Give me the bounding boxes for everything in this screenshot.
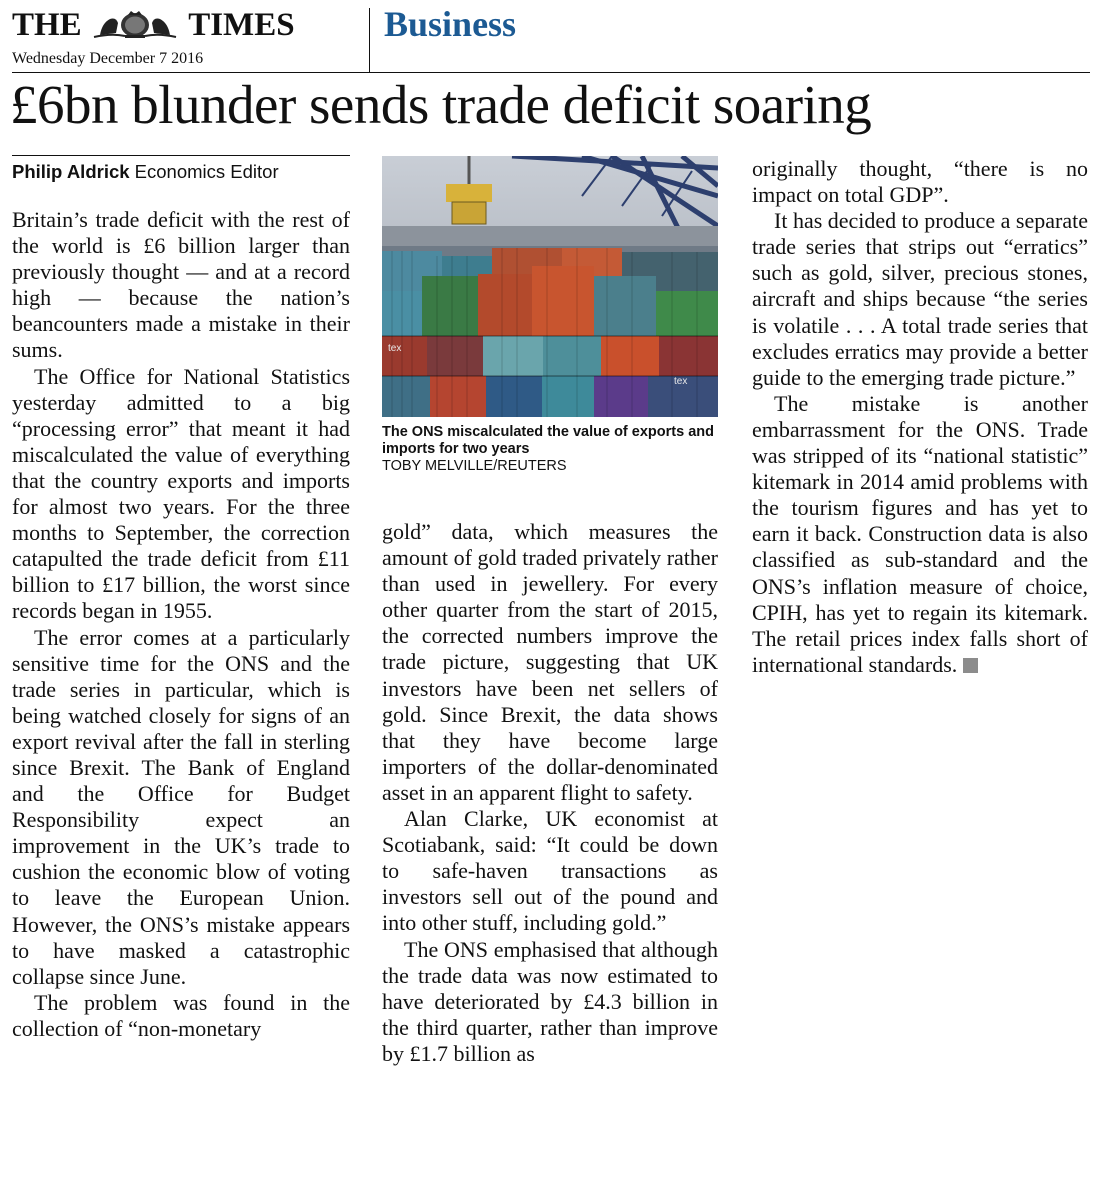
headline: £6bn blunder sends trade deficit soaring bbox=[10, 74, 872, 135]
byline-role: Economics Editor bbox=[134, 161, 279, 182]
paragraph: Alan Clarke, UK economist at Scotiabank, said: “It could be down to safe-haven transactions as investors sell out of the pound and into other stuff, including gold.” bbox=[382, 806, 718, 936]
photo-credit: TOBY MELVILLE/REUTERS bbox=[382, 458, 567, 474]
caption-text: The ONS miscalculated the value of exports and imports for two years bbox=[382, 424, 714, 457]
masthead-logo bbox=[12, 6, 295, 44]
paragraph: The error comes at a particularly sensitive time for the ONS and the trade series in particular, which is being watched closely for signs of an export revival after the fall in sterling since Brexit. The Bank of England and the Office for Budget Responsibility expect an improvement in the UK’s trade to cushion the economic blow of voting to leave the European Union. However, the ONS’s mistake appears to have masked a catastrophic collapse since June. bbox=[12, 624, 350, 989]
paragraph: Britain’s trade deficit with the rest of the world is £6 billion larger than previously thought — and at a record high — because the nation’s beancounters made a mistake in their sums. bbox=[12, 207, 350, 363]
section-title: Business bbox=[384, 4, 517, 44]
article-column-2 bbox=[382, 519, 718, 1067]
paragraph: originally thought, “there is no impact on total GDP”. bbox=[752, 156, 1088, 208]
byline bbox=[12, 160, 279, 184]
container-port-illustration bbox=[382, 156, 718, 417]
article-photo-containers bbox=[382, 156, 718, 417]
article-column-1 bbox=[12, 207, 350, 1042]
header-rule bbox=[12, 72, 1090, 73]
paragraph: The problem was found in the collection of “non-monetary bbox=[12, 989, 350, 1041]
paragraph: The Office for National Statistics yesterday admitted to a big “processing error” that meant it had miscalculated the value of everything that the country exports and imports for almost two years. For the three months to September, the correction catapulted the trade deficit from £11 billion to £17 billion, the worst since records began in 1955. bbox=[12, 363, 350, 624]
byline-rule bbox=[12, 155, 350, 156]
container-label: tex bbox=[388, 343, 402, 354]
paragraph: The ONS emphasised that although the trade data was now estimated to have deteriorated by £4.3 billion in the third quarter, rather than improve by £1.7 billion as bbox=[382, 936, 718, 1066]
paragraph bbox=[752, 391, 1088, 678]
end-mark-icon bbox=[963, 658, 978, 673]
masthead-divider bbox=[369, 8, 370, 72]
royal-crest-icon bbox=[92, 9, 178, 39]
photo-caption bbox=[382, 424, 718, 475]
paragraph-text: The mistake is another embarrassment for the ONS. Trade was stripped of its “national statistic” kitemark in 2014 amid problems with the tourism figures and has yet to earn it back. Construction data is also classified as sub-standard and the ONS’s inflation measure of choice, CPIH, has yet to regain its kitemark. The retail prices index falls short of international standards. bbox=[752, 390, 1088, 677]
logo-word-the: THE bbox=[12, 7, 82, 43]
logo-word-times: TIMES bbox=[188, 7, 295, 43]
dateline: Wednesday December 7 2016 bbox=[12, 50, 204, 67]
container-label: tex bbox=[674, 376, 688, 387]
masthead bbox=[12, 6, 372, 68]
article-column-3 bbox=[752, 156, 1088, 678]
paragraph: It has decided to produce a separate trade series that strips out “erratics” such as gold, silver, precious stones, aircraft and ships because “the series is volatile . . . A total trade series that excludes erratics may provide a better guide to the emerging trade picture.” bbox=[752, 208, 1088, 390]
paragraph: gold” data, which measures the amount of gold traded privately rather than used in jewellery. For every other quarter from the start of 2015, the corrected numbers improve the trade picture, suggesting that UK investors have been net sellers of gold. Since Brexit, the data shows that they have become large importers of the dollar-denominated asset in an apparent flight to safety. bbox=[382, 519, 718, 805]
byline-name: Philip Aldrick bbox=[12, 161, 130, 182]
